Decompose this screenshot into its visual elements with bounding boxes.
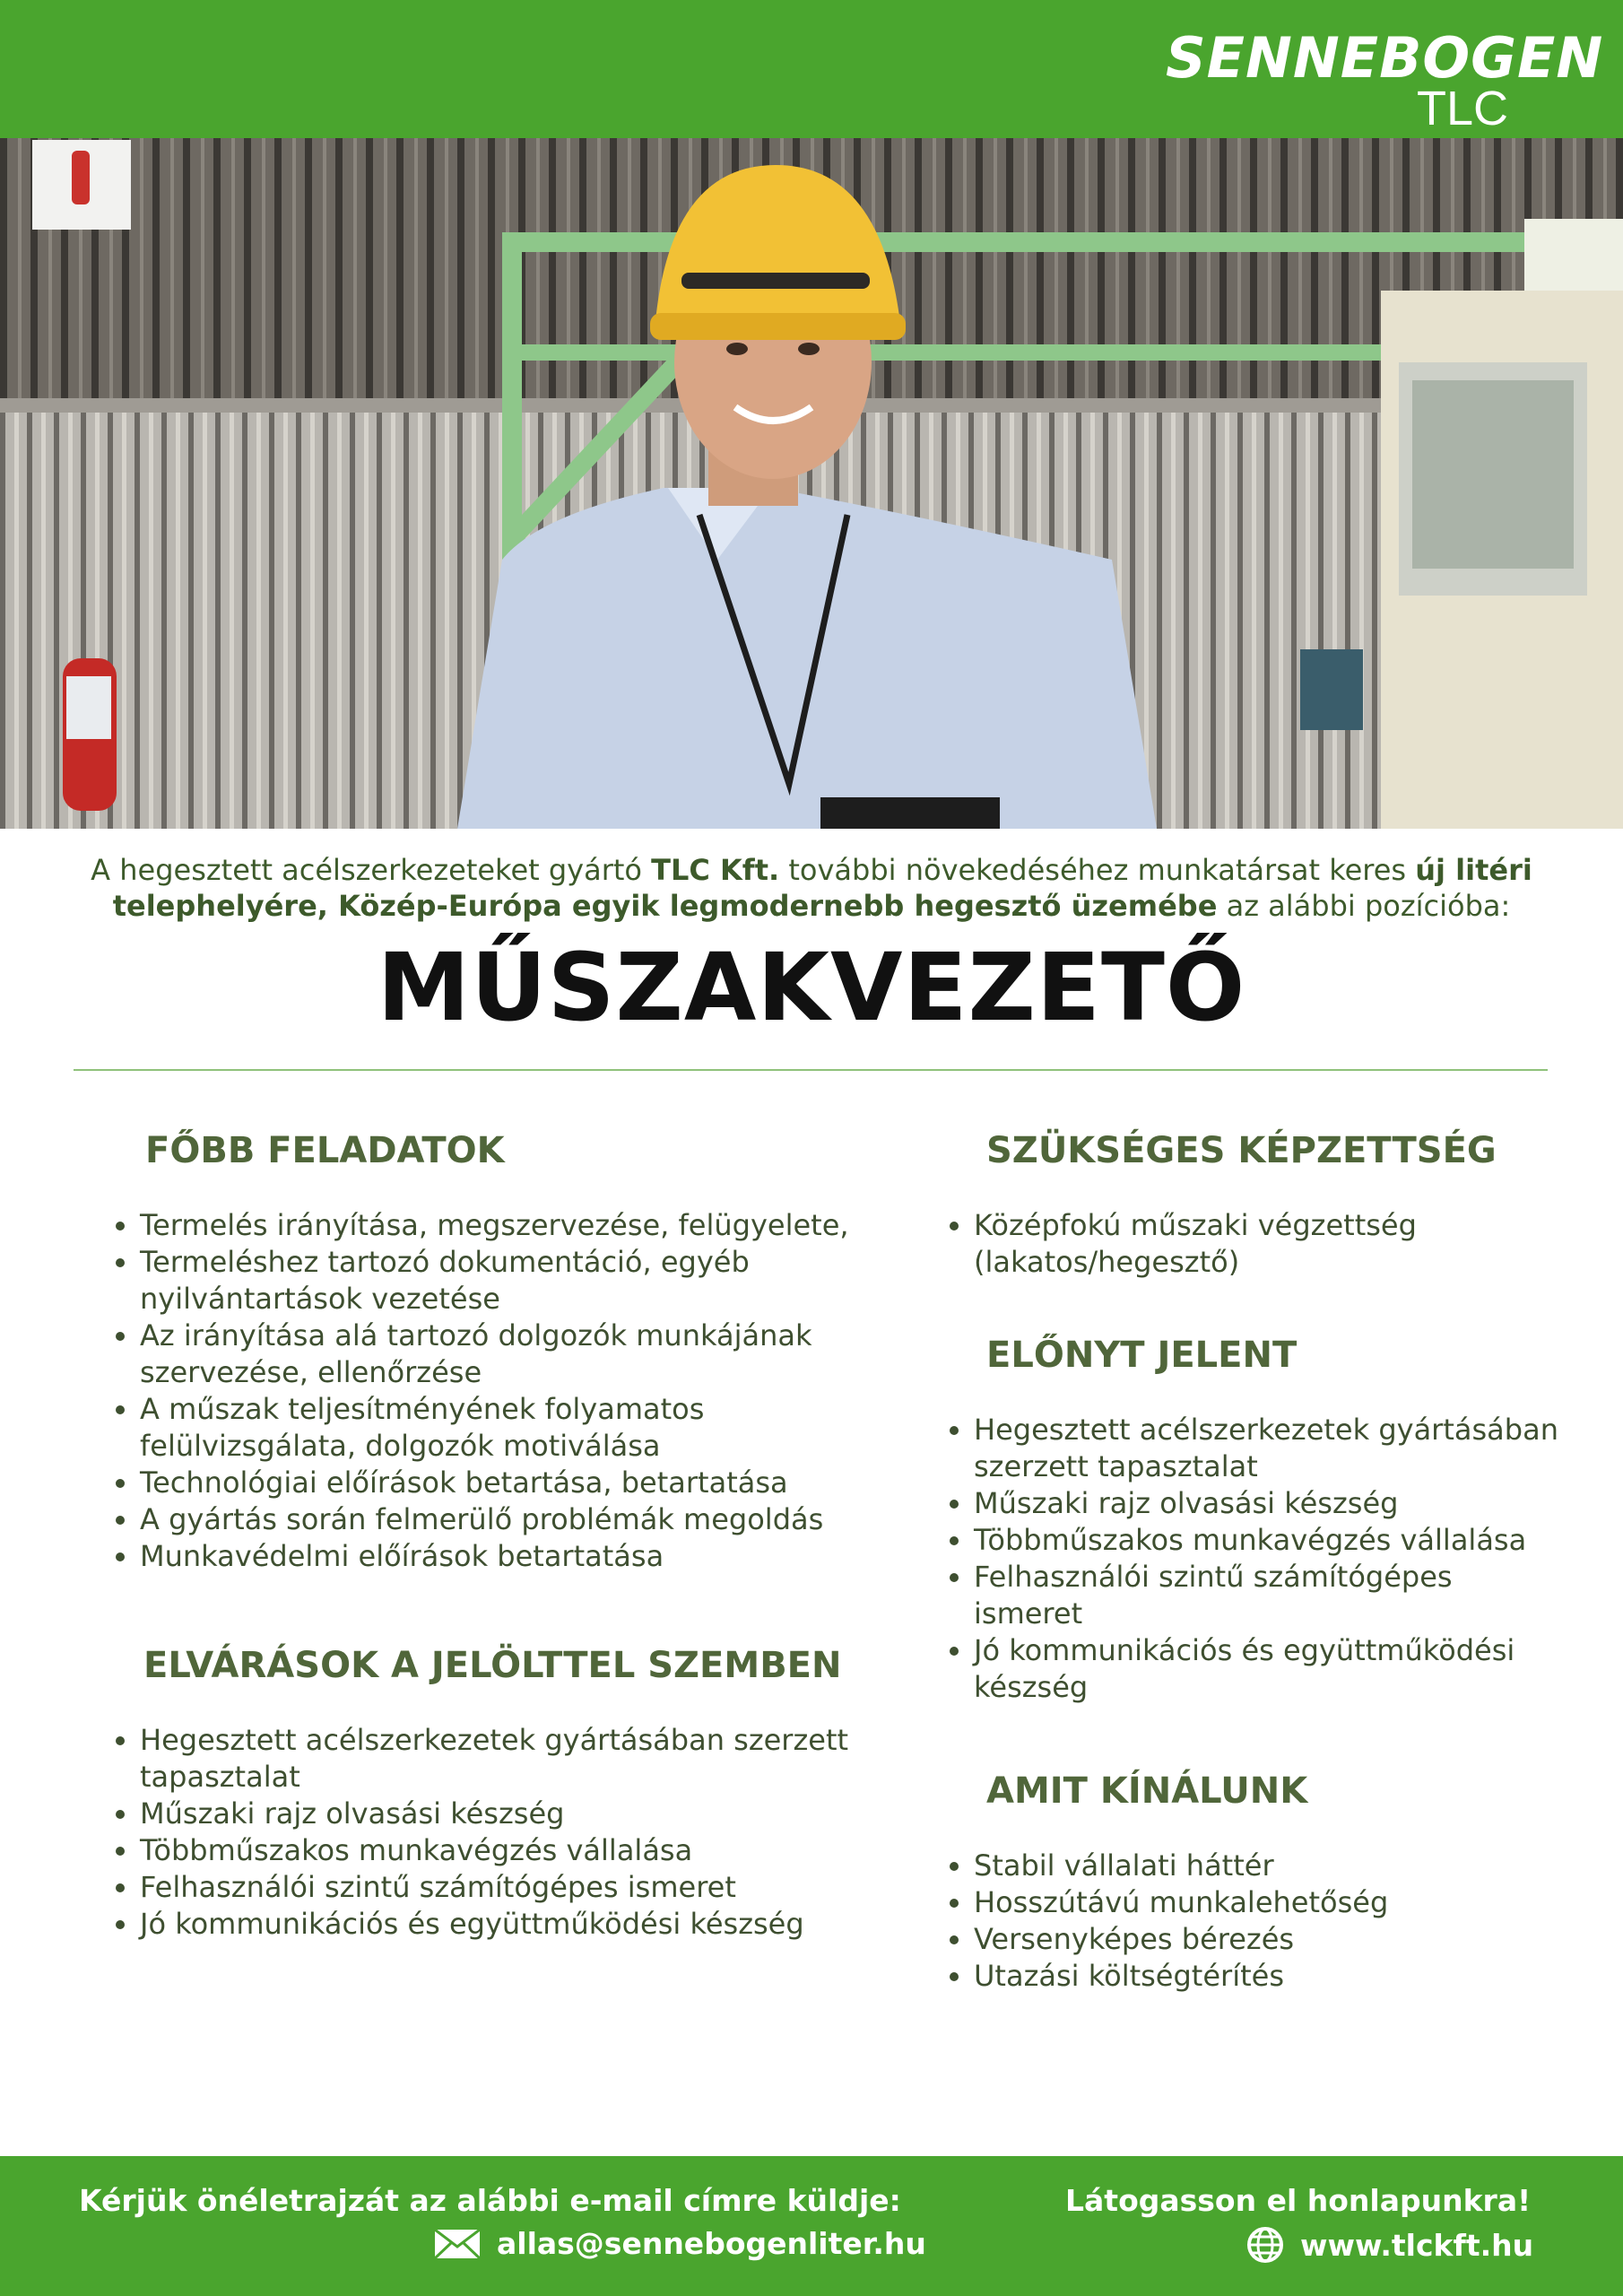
- sennebogen-logo: [1166, 25, 1604, 135]
- list-item: • Munkavédelmi előírások betartatása: [140, 1538, 870, 1575]
- job-title: MŰSZAKVEZETŐ: [377, 933, 1246, 1042]
- list-item: • Jó kommunikációs és együttműködési készség: [974, 1632, 1560, 1706]
- list-kinalunk: [933, 1848, 1560, 1995]
- list-item: • Többműszakos munkavégzés vállalása: [140, 1832, 870, 1869]
- header-bar: [0, 0, 1623, 138]
- list-kepzettseg: [933, 1207, 1560, 1281]
- list-item: • Termelés irányítása, megszervezése, felügyelete,: [140, 1207, 870, 1244]
- logo-wordmark: SENNEBOGEN: [1166, 25, 1604, 91]
- website-link[interactable]: [1246, 2226, 1533, 2264]
- hero-photo: [0, 138, 1623, 829]
- left-column: [99, 1130, 870, 1943]
- intro-site: új litéri telephelyére, Közép-Európa egyik legmodernebb hegesztő üzemébe: [112, 853, 1532, 923]
- list-item: • Utazási költségtérítés: [974, 1958, 1560, 1995]
- list-item: • Többműszakos munkavégzés vállalása: [974, 1522, 1560, 1559]
- intro-part-2: további növekedéséhez munkatársat keres: [779, 853, 1416, 887]
- right-column: [933, 1130, 1560, 1995]
- list-feladatok: [99, 1207, 870, 1575]
- list-item: • Középfokú műszaki végzettség (lakatos/hegesztő): [974, 1207, 1560, 1281]
- list-item: • Hosszútávú munkalehetőség: [974, 1884, 1560, 1921]
- list-item: • Hegesztett acélszerkezetek gyártásában szerzett tapasztalat: [140, 1722, 870, 1796]
- list-item: • Versenyképes bérezés: [974, 1921, 1560, 1958]
- list-item: • Az irányítása alá tartozó dolgozók munkájának szervezése, ellenőrzése: [140, 1318, 870, 1391]
- intro-part-3: az alábbi pozícióba:: [1217, 889, 1511, 923]
- footer-bar: [0, 2156, 1623, 2296]
- list-item: • Műszaki rajz olvasási készség: [140, 1796, 870, 1832]
- envelope-icon: [434, 2229, 481, 2259]
- email-address: allas@sennebogenliter.hu: [497, 2226, 926, 2261]
- intro-company: TLC Kft.: [651, 853, 780, 887]
- section-title-elonyt: ELŐNYT JELENT: [986, 1335, 1298, 1376]
- list-elvarasok: [99, 1722, 870, 1943]
- section-title-feladatok: FŐBB FELADATOK: [145, 1130, 505, 1171]
- list-item: • Termeléshez tartozó dokumentáció, egyéb nyilvántartások vezetése: [140, 1244, 870, 1318]
- list-item: • Jó kommunikációs és együttműködési készség: [140, 1906, 870, 1943]
- section-title-elvarasok: ELVÁRÁSOK A JELÖLTTEL SZEMBEN: [143, 1645, 842, 1686]
- list-item: • Felhasználói szintű számítógépes ismeret: [140, 1869, 870, 1906]
- globe-icon: [1246, 2226, 1284, 2264]
- title-divider: [74, 1069, 1548, 1071]
- list-item: • Felhasználói szintű számítógépes ismeret: [974, 1559, 1560, 1632]
- list-item: • Hegesztett acélszerkezetek gyártásában szerzett tapasztalat: [974, 1412, 1560, 1485]
- section-title-kepzettseg: SZÜKSÉGES KÉPZETTSÉG: [986, 1130, 1497, 1171]
- list-item: • Technológiai előírások betartása, betartatása: [140, 1465, 870, 1501]
- section-title-kinalunk: AMIT KÍNÁLUNK: [986, 1770, 1308, 1812]
- list-elonyt: [933, 1412, 1560, 1706]
- website-url: www.tlckft.hu: [1300, 2227, 1534, 2263]
- intro-part-1: A hegesztett acélszerkezeteket gyártó: [91, 853, 652, 887]
- intro-text: [54, 852, 1569, 924]
- list-item: • A gyártás során felmerülő problémák megoldás: [140, 1501, 870, 1538]
- logo-tlc: TLC: [1417, 82, 1509, 135]
- email-link[interactable]: [434, 2226, 926, 2261]
- list-item: • A műszak teljesítményének folyamatos felülvizsgálata, dolgozók motiválása: [140, 1391, 870, 1465]
- website-invitation: Látogasson el honlapunkra!: [1065, 2183, 1532, 2218]
- worker-photo-icon: [0, 138, 1623, 829]
- cv-instruction: Kérjük önéletrajzát az alábbi e-mail címre küldje:: [79, 2183, 901, 2218]
- list-item: • Stabil vállalati háttér: [974, 1848, 1560, 1884]
- list-item: • Műszaki rajz olvasási készség: [974, 1485, 1560, 1522]
